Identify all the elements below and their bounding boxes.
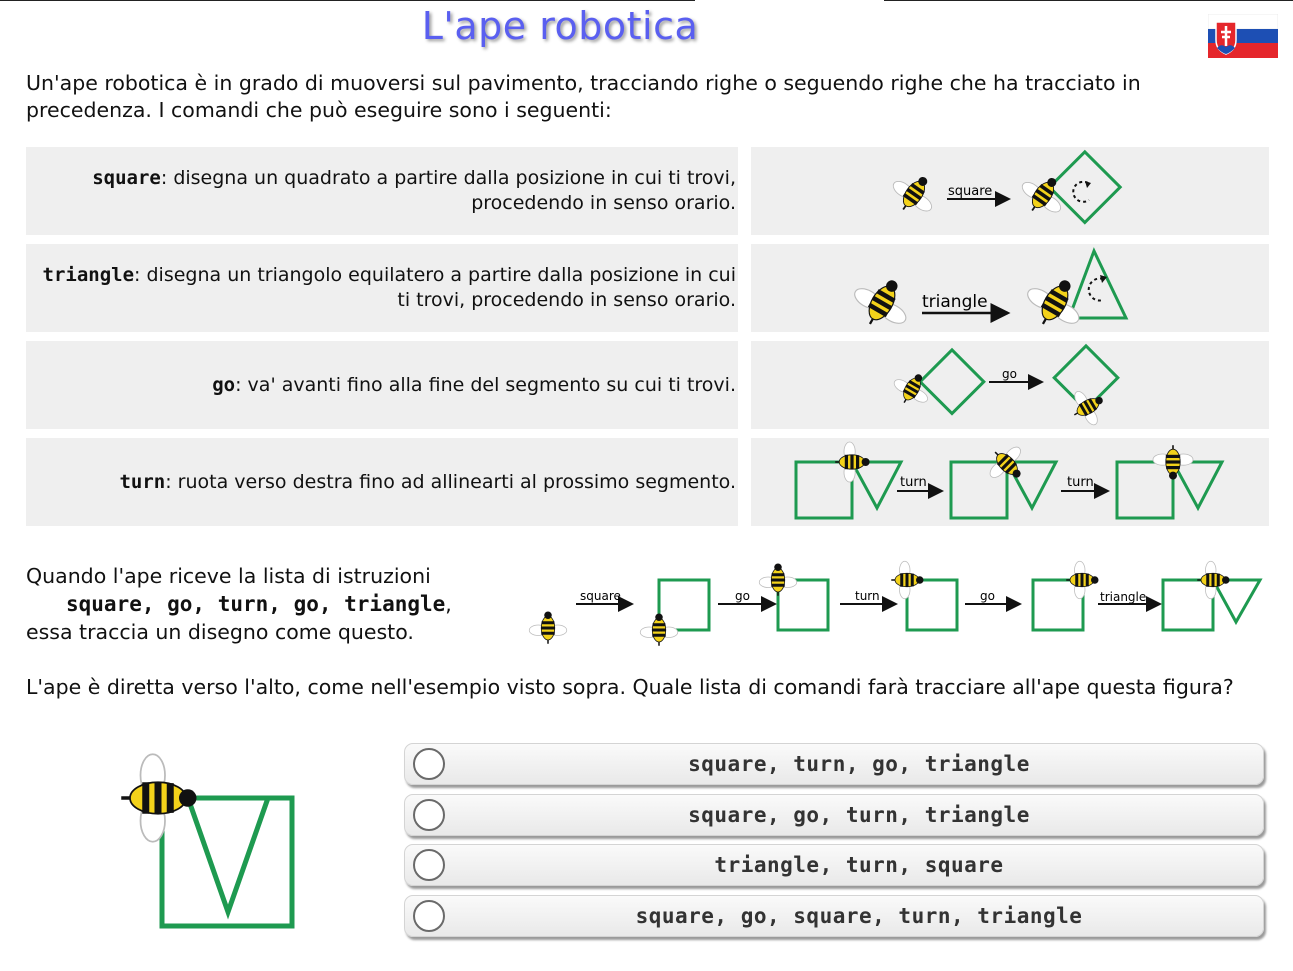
command-go-description xyxy=(26,341,738,429)
page-title: L'ape robotica xyxy=(421,4,699,48)
command-keyword: square xyxy=(92,167,161,189)
command-turn-description xyxy=(26,438,738,526)
command-keyword: go xyxy=(212,373,236,396)
command-go-illustration xyxy=(751,341,1269,429)
intro-text: Un'ape robotica è in grado di muoversi sul pavimento, tracciando righe o seguendo righe che ha tracciato in precedenza. I comandi che può eseguire sono i seguenti: xyxy=(26,71,1141,122)
answer-option[interactable] xyxy=(404,794,1264,836)
top-rule-right xyxy=(884,0,1293,1)
arrow-label: triangle xyxy=(922,292,988,312)
example-arrow-label: triangle xyxy=(1100,590,1147,604)
command-turn-illustration xyxy=(751,438,1269,526)
command-text: : disegna un triangolo equilatero a partire dalla posizione in cui ti trovi, procedendo in senso orario. xyxy=(134,264,736,311)
command-triangle-illustration xyxy=(751,244,1269,332)
radio-button[interactable] xyxy=(413,849,445,881)
arrow-label: turn xyxy=(1067,475,1094,490)
radio-button[interactable] xyxy=(413,799,445,831)
radio-button[interactable] xyxy=(413,748,445,780)
answer-label: square, go, turn, triangle xyxy=(688,803,1030,827)
answer-option[interactable] xyxy=(404,743,1264,785)
answer-option[interactable] xyxy=(404,844,1264,886)
answer-option[interactable] xyxy=(404,895,1264,937)
top-rule-left xyxy=(0,0,695,1)
arrow-label: go xyxy=(1002,367,1017,381)
command-text: : va' avanti fino alla fine del segmento su cui ti trovi. xyxy=(235,373,736,396)
arrow-label: square xyxy=(948,184,993,199)
example-arrow-label: go xyxy=(980,589,995,603)
answer-label: square, go, square, turn, triangle xyxy=(635,904,1083,928)
command-square-illustration xyxy=(751,147,1269,235)
answer-label: square, turn, go, triangle xyxy=(688,752,1030,776)
command-text: : ruota verso destra fino ad allinearti al prossimo segmento. xyxy=(165,470,736,493)
command-text: : disegna un quadrato a partire dalla posizione in cui ti trovi, procedendo in senso orario. xyxy=(160,167,736,214)
arrow-label: turn xyxy=(900,475,927,490)
example-line-3: essa traccia un disegno come questo. xyxy=(26,620,414,644)
slovakia-flag-icon xyxy=(1208,14,1278,58)
example-line-1: Quando l'ape riceve la lista di istruzioni xyxy=(26,564,431,588)
command-triangle-description xyxy=(26,244,738,332)
command-square-description xyxy=(26,147,738,235)
example-illustration xyxy=(520,556,1270,656)
radio-button[interactable] xyxy=(413,900,445,932)
example-arrow-label: turn xyxy=(855,589,880,603)
command-keyword: triangle xyxy=(42,264,135,286)
example-arrow-label: go xyxy=(735,589,750,603)
example-comma: , xyxy=(445,592,452,616)
example-instructions: square, go, turn, go, triangle xyxy=(66,592,446,616)
command-keyword: turn xyxy=(119,470,166,493)
question-text: L'ape è diretta verso l'alto, come nell'esempio visto sopra. Quale lista di comandi farà tracciare all'ape questa figura? xyxy=(26,675,1234,699)
answer-label: triangle, turn, square xyxy=(714,853,1004,877)
example-description xyxy=(26,562,506,646)
target-figure xyxy=(110,740,310,940)
example-arrow-label: square xyxy=(580,589,621,603)
